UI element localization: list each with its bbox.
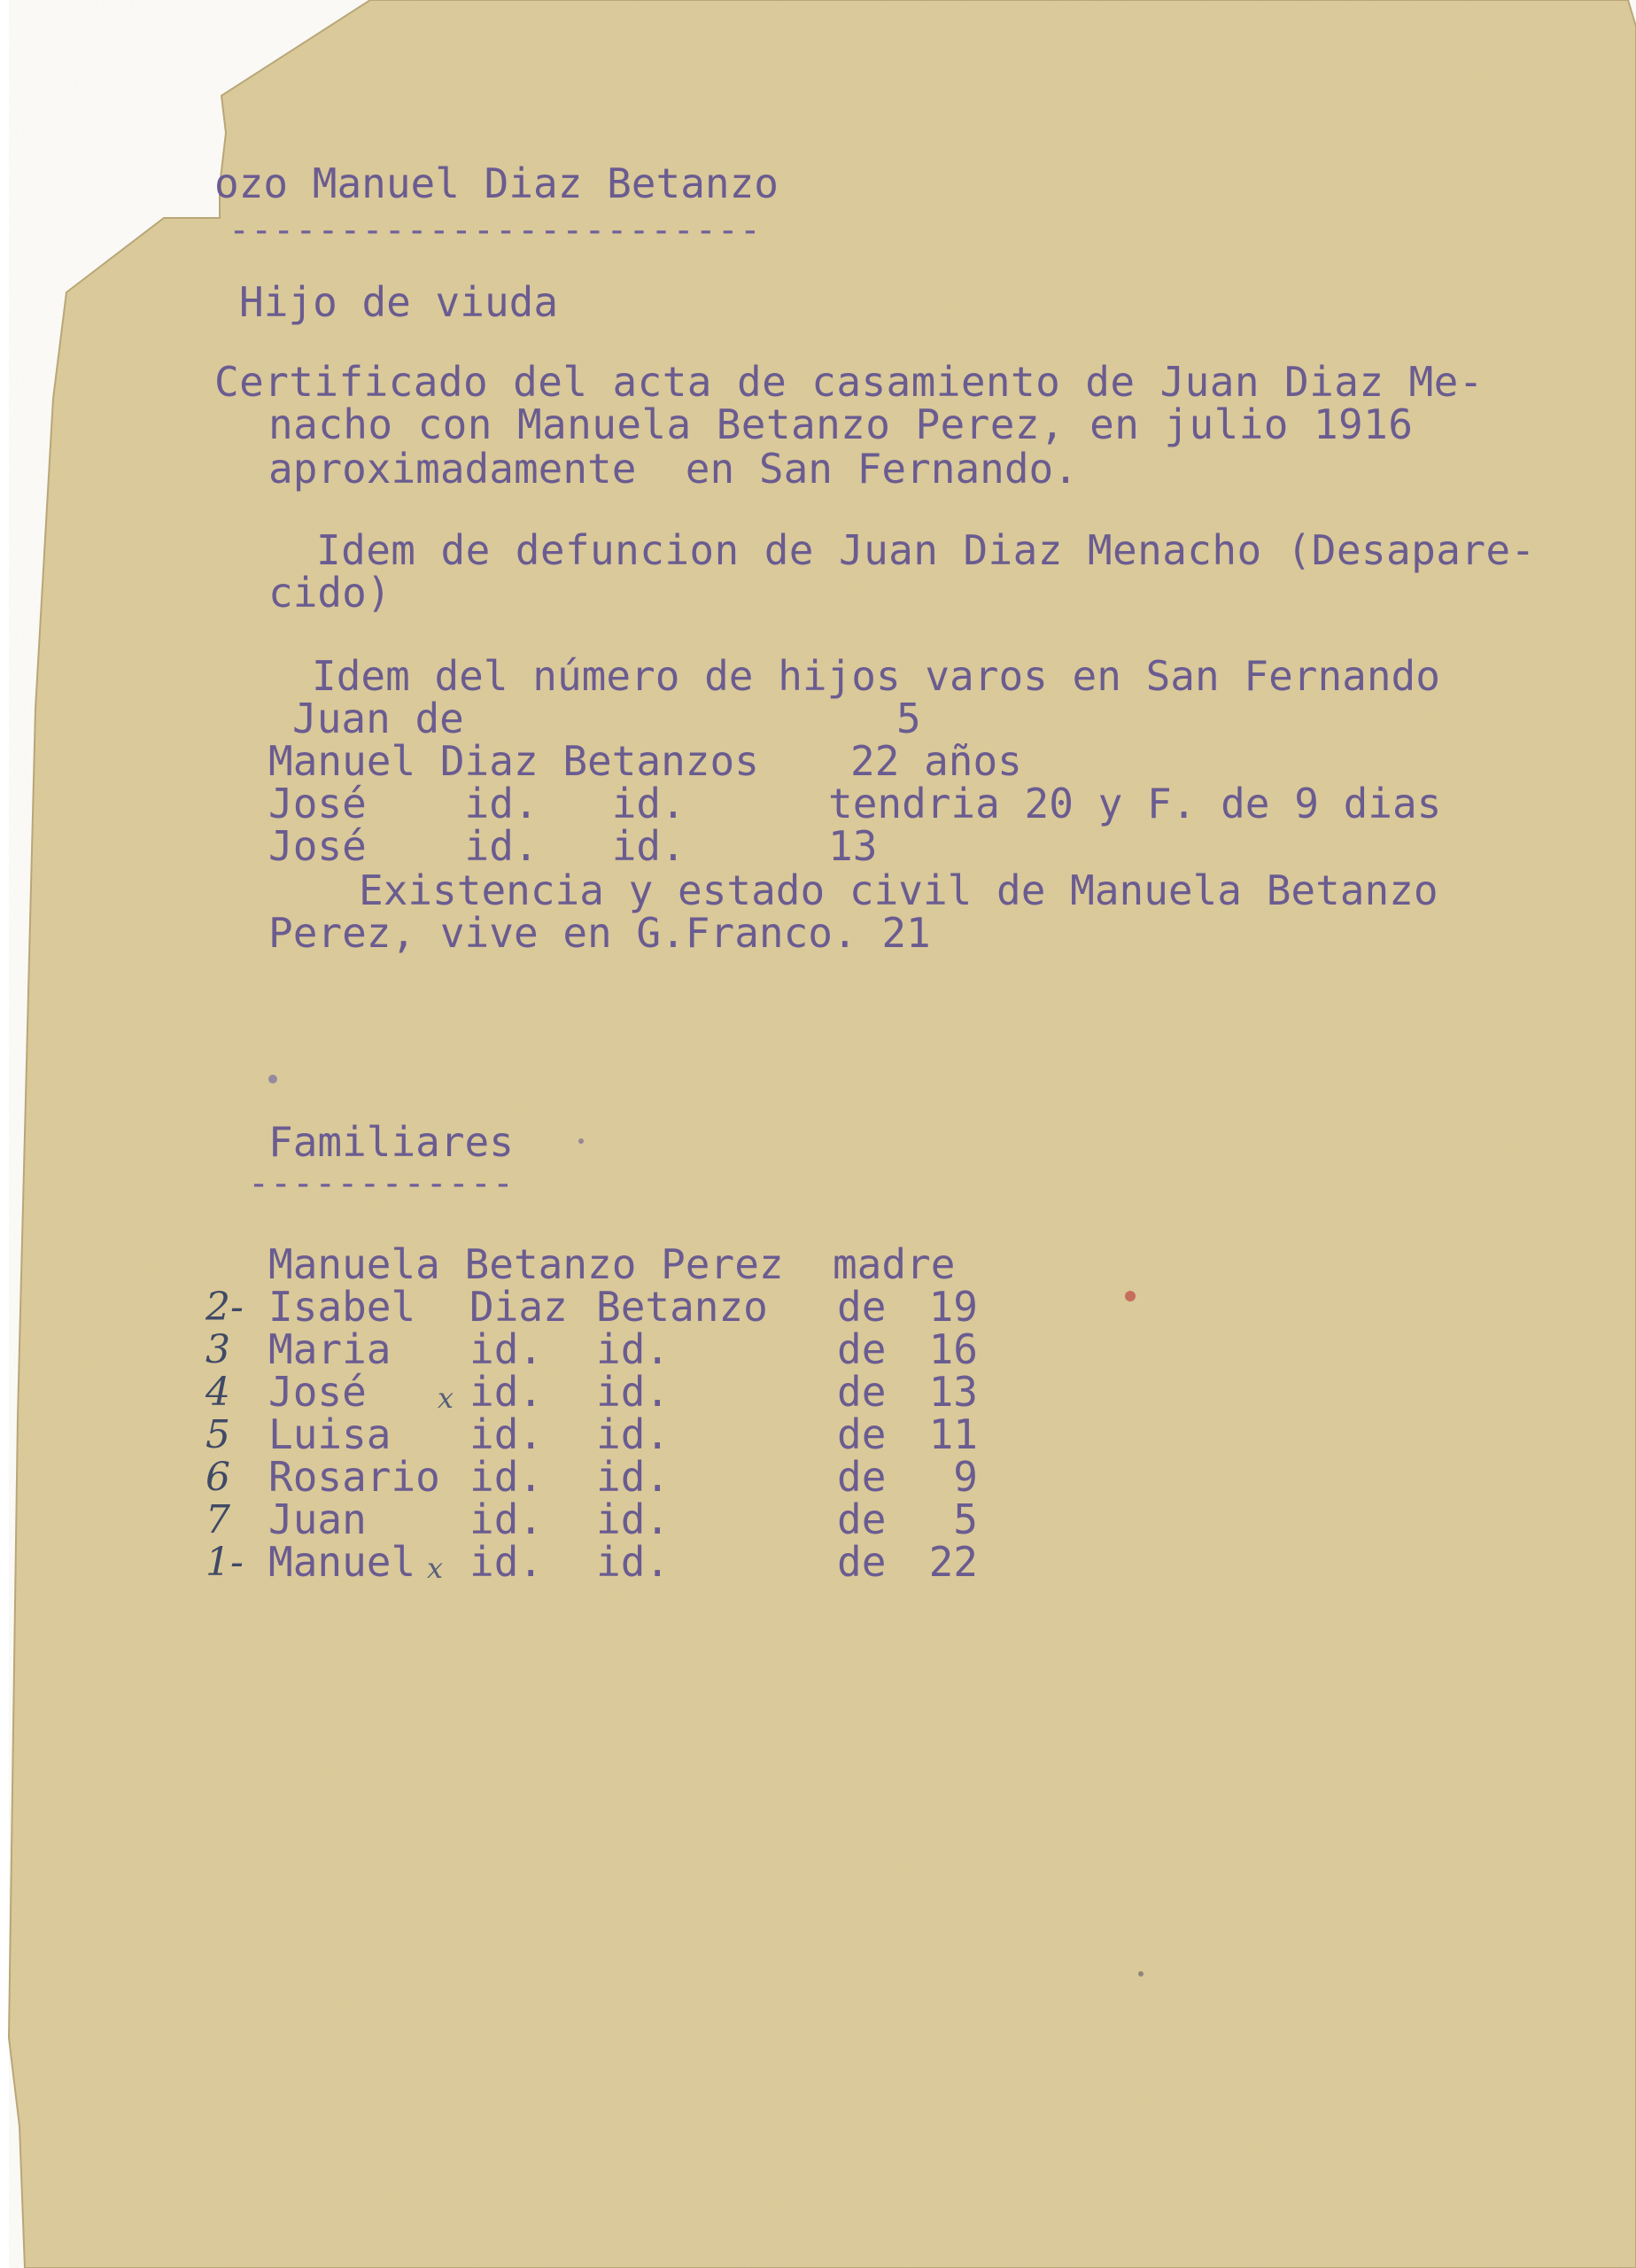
handwritten-number: 7: [205, 1497, 230, 1542]
hijo-row-1-value: 5: [896, 695, 921, 742]
family-member-surname-1: id.: [469, 1410, 544, 1458]
family-member-age: 9: [953, 1453, 978, 1501]
family-member-surname-2: id.: [596, 1410, 671, 1458]
family-member-surname-1: id.: [469, 1368, 544, 1416]
family-member-surname-2: id.: [596, 1368, 671, 1416]
cert-casamiento-line-1: Certificado del acta de casamiento de Juan Diaz Me-: [214, 358, 1484, 406]
handwritten-number: 5: [205, 1412, 230, 1457]
family-member-de: de: [837, 1368, 887, 1416]
red-ink-dot: [1125, 1291, 1136, 1301]
hijo-row-3-value: tendria 20 y F. de 9 dias: [828, 780, 1442, 827]
ink-speck: [1138, 1971, 1144, 1977]
pencil-mark: x: [427, 1551, 444, 1585]
family-member-age: 11: [928, 1410, 978, 1458]
ink-speck: [578, 1138, 584, 1144]
cert-defuncion-line-1: Idem de defuncion de Juan Diaz Menacho (Desapare-: [316, 526, 1536, 574]
family-member-surname-2: id.: [596, 1495, 671, 1543]
hijo-row-2-name: Manuel Diaz Betanzos: [268, 737, 759, 785]
family-member-name: Juan: [268, 1495, 367, 1543]
family-member-name: José: [268, 1368, 367, 1416]
hijos-heading: Idem del número de hijos varos en San Fernando: [312, 652, 1440, 700]
existencia-line-2: Perez, vive en G.Franco. 21: [268, 909, 931, 957]
family-member-surname-2: id.: [596, 1325, 671, 1373]
family-member-age: 5: [953, 1495, 978, 1543]
hijo-row-4-value: 13: [828, 822, 878, 870]
family-member-name: Luisa: [268, 1410, 392, 1458]
cert-casamiento-line-3: aproximadamente en San Fernando.: [268, 445, 1078, 493]
family-member-surname-2: id.: [596, 1453, 671, 1501]
hijo-row-3-name: José id. id.: [268, 780, 686, 827]
family-member-name: Maria: [268, 1325, 392, 1373]
cert-casamiento-line-2: nacho con Manuela Betanzo Perez, en julio 1916: [268, 400, 1414, 448]
family-member-surname-1: id.: [469, 1325, 544, 1373]
hijo-row-1-name: Juan de: [292, 695, 464, 742]
handwritten-number: 4: [205, 1370, 230, 1415]
ink-speck: [268, 1075, 277, 1084]
hijo-row-2-value: 22 años: [850, 737, 1022, 785]
status-line: Hijo de viuda: [239, 278, 559, 326]
family-member-age: 16: [928, 1325, 978, 1373]
handwritten-number: 6: [205, 1455, 230, 1500]
hijo-row-4-name: José id. id.: [268, 822, 686, 870]
family-member-surname-1: id.: [469, 1453, 544, 1501]
family-member-surname-2: Betanzo: [596, 1283, 768, 1331]
family-member-name: Rosario: [268, 1453, 440, 1501]
handwritten-number: 1-: [205, 1540, 244, 1585]
family-member-name: Isabel: [268, 1283, 416, 1331]
family-member-age: 19: [928, 1283, 978, 1331]
header-underline: ------------------------: [229, 210, 762, 251]
header-name: ozo Manuel Diaz Betanzo: [214, 159, 779, 207]
family-member-surname-1: id.: [469, 1538, 544, 1586]
family-member-de: de: [837, 1283, 887, 1331]
familiares-madre: Manuela Betanzo Perez madre: [268, 1240, 956, 1288]
family-member-de: de: [837, 1495, 887, 1543]
family-member-de: de: [837, 1538, 887, 1586]
pencil-mark: x: [438, 1381, 454, 1415]
existencia-line-1: Existencia y estado civil de Manuela Betanzo: [359, 866, 1438, 914]
familiares-underline: ------------: [248, 1163, 515, 1204]
family-member-surname-2: id.: [596, 1538, 671, 1586]
family-member-age: 13: [928, 1368, 978, 1416]
handwritten-number: 2-: [205, 1285, 244, 1330]
handwritten-number: 3: [205, 1327, 230, 1372]
family-member-name: Manuel: [268, 1538, 416, 1586]
familiares-heading: Familiares: [268, 1118, 514, 1166]
family-member-de: de: [837, 1410, 887, 1458]
family-member-surname-1: id.: [469, 1495, 544, 1543]
family-member-age: 22: [928, 1538, 978, 1586]
family-member-de: de: [837, 1325, 887, 1373]
cert-defuncion-line-2: cido): [268, 569, 392, 617]
family-member-de: de: [837, 1453, 887, 1501]
family-member-surname-1: Diaz: [469, 1283, 568, 1331]
